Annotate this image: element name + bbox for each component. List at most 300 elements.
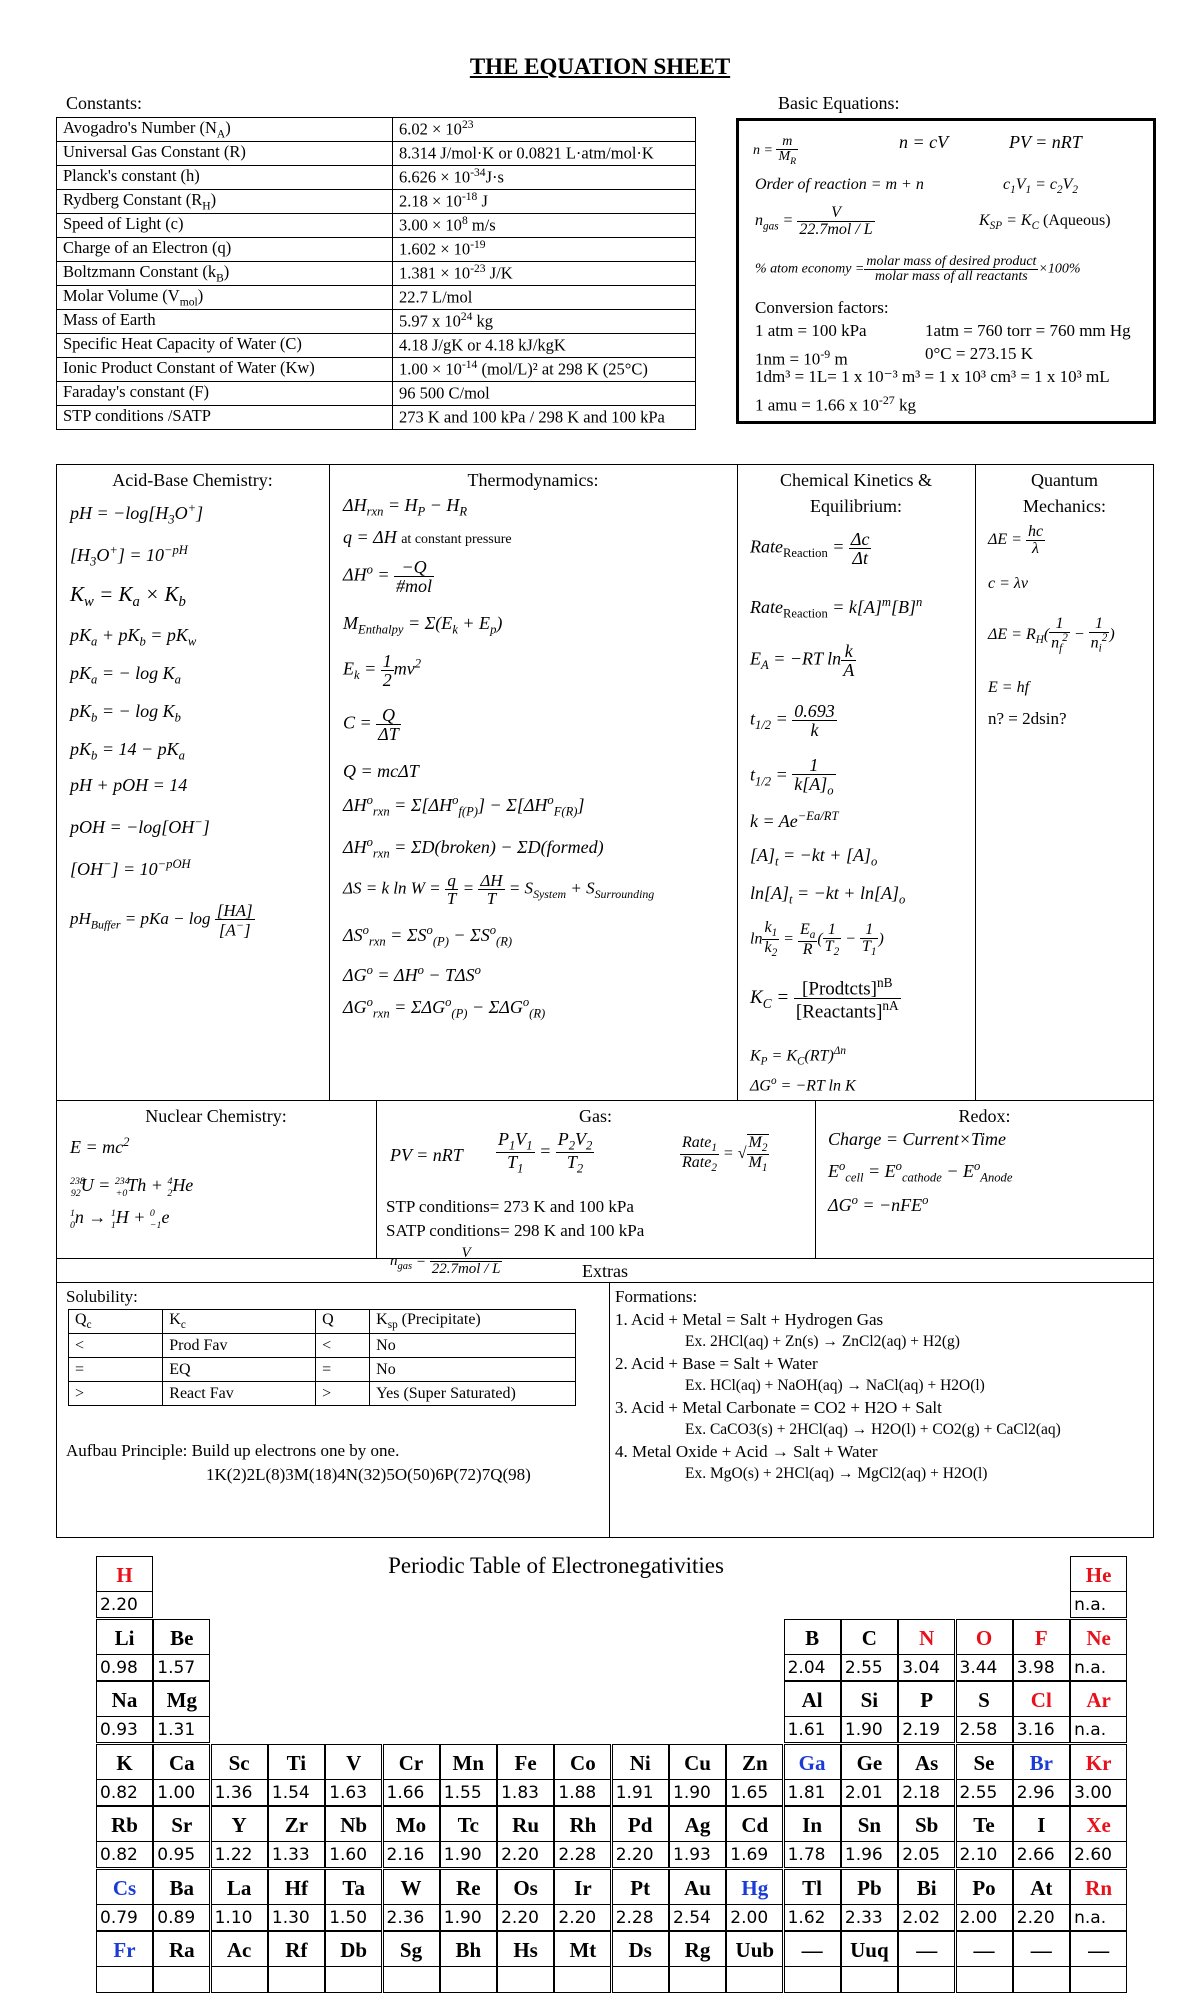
element-symbol: Sg [399, 1938, 423, 1962]
constant-row [57, 286, 696, 310]
element-symbol: Pb [857, 1875, 882, 1900]
pka-equation: $pK_a$ = − $\log K_a$ [70, 663, 181, 687]
element-cell [268, 1806, 325, 1868]
element-cell [211, 1744, 268, 1806]
element-symbol: Ac [226, 1938, 252, 1962]
element-cell [1013, 1931, 1070, 1993]
element-electronegativity: 1.30 [269, 1904, 324, 1932]
n-gas-equation: $n_{gas}$ = $\frac{V}{\text{22.7mol / L}}$ [755, 204, 873, 238]
basic-equations-box [736, 118, 1156, 424]
element-symbol: Fe [514, 1750, 537, 1775]
element-electronegativity: 2.54 [670, 1904, 725, 1932]
element-electronegativity: 2.16 [384, 1841, 439, 1869]
ph-poh-equation: pH + pOH = 14 [70, 775, 188, 795]
element-cell [96, 1556, 153, 1618]
conversion-atm: 1 atm = 100 kPa [755, 321, 867, 340]
element-symbol: B [805, 1625, 820, 1650]
element-electronegativity [441, 1966, 496, 1994]
element-cell [669, 1931, 726, 1993]
element-electronegativity: 2.20 [498, 1904, 553, 1932]
element-cell [726, 1931, 783, 1993]
conversion-nm: $1nm = 10^{-9}$ m [755, 347, 848, 369]
aufbau-sequence: 1K(2)2L(8)3M(18)4N(32)5O(50)6P(72)7Q(98) [206, 1465, 531, 1484]
element-cell [440, 1744, 497, 1806]
element-symbol: Rn [1085, 1875, 1113, 1900]
dh-mol-equation: $\Delta H^o$ = $\frac{-Q}{\text{\#mol}}$ [343, 557, 433, 596]
element-electronegativity: 3.44 [957, 1654, 1012, 1682]
periodic-table [56, 1548, 1154, 1976]
aufbau-principle: Aufbau Principle: Build up electrons one by one. [66, 1441, 400, 1460]
enthalpy-sum-equation: $M_{Enthalpy} = \Sigma(E_k + E_p)$ [343, 613, 503, 637]
cell-potential-equation: $E^o_{cell} = E^o_{cathode} - E^o_{Anode}$ [828, 1159, 1013, 1185]
element-symbol: Xe [1086, 1813, 1111, 1837]
kinetic-energy-equation: $E_k$ = $\frac{1}{2}$ $mv^2$ [343, 651, 422, 690]
formation-example: Ex. CaCO3(s) + 2HCl(aq) → H2O(l) + CO2(g) + CaCl2(aq) [685, 1421, 1061, 1438]
element-cell [956, 1806, 1013, 1868]
element-electronegativity: 1.61 [785, 1716, 840, 1744]
element-electronegativity [727, 1966, 782, 1994]
element-electronegativity: 3.04 [899, 1654, 954, 1682]
element-cell [1070, 1869, 1127, 1931]
element-electronegativity: 2.18 [899, 1779, 954, 1807]
half-life-second-order: $t_{1/2}$ = $\frac{1}{k[A]_o}$ [750, 755, 834, 798]
element-cell [726, 1806, 783, 1868]
element-symbol: Cr [398, 1750, 424, 1775]
element-symbol: N [919, 1625, 935, 1650]
element-symbol: Be [170, 1625, 194, 1650]
element-cell [841, 1931, 898, 1993]
element-symbol: Os [513, 1875, 538, 1900]
element-symbol: Kr [1085, 1750, 1112, 1775]
solubility-cell: No [370, 1334, 576, 1358]
constant-name: Specific Heat Capacity of Water (C) [57, 334, 393, 358]
constants-table [56, 117, 696, 430]
dilution-equation: $c_1V_1 = c_2V_2$ [1003, 176, 1078, 197]
element-symbol: Ar [1086, 1688, 1111, 1712]
element-electronegativity: 1.91 [613, 1779, 668, 1807]
element-cell [784, 1681, 841, 1743]
element-symbol: Re [456, 1875, 481, 1900]
element-electronegativity: 2.20 [1014, 1904, 1069, 1932]
kc-equation: $K_C$ = $\frac{[Prodtcts]^{nB}}{[Reactants]^{nA}}$ [750, 975, 899, 1023]
element-cell [383, 1931, 440, 1993]
formations-label: Formations: [615, 1287, 698, 1306]
element-electronegativity [1014, 1966, 1069, 1994]
element-electronegativity: 2.28 [613, 1904, 668, 1932]
element-cell [841, 1619, 898, 1681]
extras-header: Extras [582, 1261, 628, 1281]
element-electronegativity [670, 1966, 725, 1994]
element-cell [325, 1931, 382, 1993]
solubility-cell: < [316, 1334, 370, 1358]
constant-value: $6.02 \times 10^{23}$ [393, 118, 696, 142]
constant-name: STP conditions /SATP [57, 406, 393, 430]
element-electronegativity: 0.95 [154, 1841, 209, 1869]
constant-name: Ionic Product Constant of Water (Kw) [57, 358, 393, 382]
element-electronegativity: 1.69 [727, 1841, 782, 1869]
gas-moles-equation: $n_{gas}$ = $\frac{V}{\text{22.7mol / L}}$ [390, 1245, 501, 1277]
element-cell [554, 1744, 611, 1806]
element-symbol: Sc [228, 1750, 250, 1775]
element-symbol: Ni [629, 1750, 651, 1775]
element-cell [497, 1806, 554, 1868]
element-electronegativity: 2.10 [957, 1841, 1012, 1869]
element-cell [153, 1806, 210, 1868]
formation-example: Ex. MgO(s) + 2HCl(aq) → MgCl2(aq) + H2O(l) [685, 1465, 988, 1482]
thermo-header: Thermodynamics: [467, 470, 599, 490]
constant-row [57, 334, 696, 358]
element-symbol: Na [111, 1688, 138, 1712]
order-of-reaction: Order of reaction = m + n [755, 176, 924, 193]
element-symbol: Cd [741, 1813, 769, 1837]
constant-value: 22.7 L/mol [393, 286, 696, 310]
element-symbol: Se [973, 1750, 995, 1775]
element-electronegativity [785, 1966, 840, 1994]
element-cell [956, 1744, 1013, 1806]
element-electronegativity: 3.98 [1014, 1654, 1069, 1682]
element-cell [1070, 1744, 1127, 1806]
n-mass-equation: n = $\frac{m}{M_R}$ [753, 134, 797, 167]
element-symbol: Tl [802, 1875, 823, 1900]
element-cell [669, 1869, 726, 1931]
element-cell [554, 1806, 611, 1868]
solubility-header-cell: Q [316, 1310, 370, 1334]
solubility-row [69, 1358, 576, 1382]
zero-order-equation: $[A]_t = -kt + [A]_o$ [750, 845, 878, 869]
element-cell [153, 1931, 210, 1993]
alpha-decay-equation: $^{238}_{92}$U = $^{234}_{+0}$Th + $^4_2$He [70, 1175, 194, 1199]
element-electronegativity: 1.36 [212, 1779, 267, 1807]
page-title: THE EQUATION SHEET [469, 54, 731, 79]
periodic-table-title: Periodic Table of Electronegativities [388, 1553, 724, 1578]
element-symbol: C [861, 1625, 877, 1650]
element-symbol: Cu [684, 1750, 711, 1775]
element-electronegativity [154, 1966, 209, 1994]
element-cell [784, 1619, 841, 1681]
element-electronegativity: 2.60 [1071, 1841, 1126, 1869]
element-cell [1070, 1556, 1127, 1618]
gibbs-nfe-equation: $\Delta G^o = -nFE^o$ [828, 1193, 929, 1215]
element-symbol: Ti [286, 1750, 307, 1775]
element-symbol: Ba [169, 1875, 195, 1900]
element-symbol: Sb [915, 1813, 939, 1837]
element-electronegativity: n.a. [1071, 1654, 1126, 1682]
element-cell [268, 1744, 325, 1806]
solubility-label: Solubility: [66, 1287, 138, 1306]
element-symbol: — [1030, 1938, 1052, 1962]
element-cell [554, 1931, 611, 1993]
element-symbol: V [346, 1750, 362, 1775]
element-symbol: Ne [1086, 1625, 1111, 1650]
element-symbol: As [915, 1750, 939, 1775]
element-symbol: Au [684, 1875, 711, 1900]
element-symbol: In [802, 1813, 823, 1837]
element-symbol: — [1088, 1938, 1110, 1962]
combined-gas-equation: $\frac{P_1V_1}{T_1}$ = $\frac{P_2V_2}{T_2}$ [498, 1129, 593, 1176]
constant-value: $1.381 \times 10^{-23}$ J/K [393, 262, 696, 286]
element-cell [841, 1869, 898, 1931]
element-electronegativity: 2.96 [1014, 1779, 1069, 1807]
element-electronegativity [555, 1966, 610, 1994]
element-symbol: Rg [684, 1938, 711, 1962]
h3o-equation: $[H_3O^+] = 10^{-pH}$ [70, 543, 188, 569]
solubility-cell: = [316, 1358, 370, 1382]
solubility-cell: < [69, 1334, 163, 1358]
element-electronegativity: 1.90 [441, 1904, 496, 1932]
element-symbol: Uub [735, 1938, 775, 1962]
element-cell [497, 1931, 554, 1993]
solubility-row [69, 1334, 576, 1358]
constant-row [57, 118, 696, 142]
solubility-cell: Prod Fav [163, 1334, 316, 1358]
element-symbol: Li [114, 1625, 135, 1650]
element-symbol: Br [1029, 1750, 1053, 1775]
element-electronegativity: 1.65 [727, 1779, 782, 1807]
constant-name: Rydberg Constant $(R_H)$ [57, 190, 393, 214]
gibbs-equation: $\Delta G^o = \Delta H^o - T\Delta S^o$ [343, 963, 481, 985]
formation-rule: 2. Acid + Base = Salt + Water [615, 1354, 818, 1373]
element-symbol: Fr [113, 1938, 136, 1962]
element-electronegativity: 2.20 [498, 1841, 553, 1869]
solubility-header-row [69, 1310, 576, 1334]
element-cell [612, 1744, 669, 1806]
constant-row [57, 382, 696, 406]
element-cell [669, 1744, 726, 1806]
ph-equation: pH = $-\log[H_3O^+]$ [70, 501, 204, 527]
element-cell [612, 1869, 669, 1931]
rate-equation: Rate$_{Reaction}$ = $\frac{\Delta c}{\Delta t}$ [750, 529, 870, 568]
element-symbol: F [1034, 1625, 1048, 1650]
element-electronegativity: 2.19 [899, 1716, 954, 1744]
element-cell [726, 1744, 783, 1806]
gas-header: Gas: [579, 1106, 612, 1126]
solubility-cell: = [69, 1358, 163, 1382]
element-cell [440, 1869, 497, 1931]
formation-rule: 4. Metal Oxide + Acid → Salt + Water [615, 1442, 878, 1461]
element-electronegativity: 1.57 [154, 1654, 209, 1682]
element-symbol: Cs [112, 1875, 137, 1900]
kinetics-header-line1: Chemical Kinetics & [780, 470, 932, 490]
element-cell [497, 1744, 554, 1806]
element-symbol: — [973, 1938, 995, 1962]
neutron-decay-equation: $^1_0$n → $^1_1$H + $^0_{-1}$e [69, 1207, 170, 1231]
element-cell [440, 1931, 497, 1993]
constant-name: Faraday's constant (F) [57, 382, 393, 406]
solubility-cell: Yes (Super Saturated) [370, 1382, 576, 1406]
element-symbol: Mg [166, 1688, 197, 1712]
element-symbol: Ga [798, 1750, 826, 1775]
n-cv-equation: n = cV [899, 132, 949, 152]
element-symbol: Uuq [850, 1938, 889, 1962]
element-electronegativity: 2.00 [727, 1904, 782, 1932]
element-electronegativity: 1.60 [326, 1841, 381, 1869]
element-cell [898, 1931, 955, 1993]
element-cell [1013, 1681, 1070, 1743]
element-cell [784, 1869, 841, 1931]
element-cell [784, 1744, 841, 1806]
element-symbol: K [116, 1750, 133, 1775]
element-electronegativity: 1.93 [670, 1841, 725, 1869]
kp-equation: $K_P = K_C(RT)^{\Delta n}$ [750, 1045, 846, 1068]
element-cell [325, 1744, 382, 1806]
constant-name: Boltzmann Constant $(k_B)$ [57, 262, 393, 286]
element-symbol: Mo [395, 1813, 427, 1837]
element-electronegativity: 2.28 [555, 1841, 610, 1869]
element-cell [211, 1806, 268, 1868]
element-cell [784, 1806, 841, 1868]
element-cell [96, 1619, 153, 1681]
formation-rule: 3. Acid + Metal Carbonate = CO2 + H2O + Salt [615, 1398, 942, 1417]
element-electronegativity: 2.00 [957, 1904, 1012, 1932]
solubility-cell: EQ [163, 1358, 316, 1382]
constant-value: $3.00 \times 10^8$ m/s [393, 214, 696, 238]
pkb-equation: $pK_b$ = − $\log K_b$ [70, 701, 181, 725]
solubility-header-cell: $Q_c$ [69, 1310, 163, 1334]
constant-row [57, 310, 696, 334]
pkb-14-equation: $pK_b = 14 - pK_a$ [70, 739, 185, 763]
element-cell [841, 1744, 898, 1806]
poh-equation: pOH = −log[OH−] [70, 815, 210, 837]
element-cell [211, 1931, 268, 1993]
element-electronegativity: 2.20 [555, 1904, 610, 1932]
element-symbol: La [226, 1875, 252, 1900]
element-cell [898, 1681, 955, 1743]
element-cell [153, 1869, 210, 1931]
element-symbol: Ta [342, 1875, 365, 1900]
element-electronegativity: 1.33 [269, 1841, 324, 1869]
entropy-reaction-equation: $\Delta S^o_{rxn} = \Sigma S^o_{(P)} - \Sigma S^o_{(R)}$ [343, 923, 513, 949]
element-symbol: Mn [452, 1750, 485, 1775]
element-electronegativity [269, 1966, 324, 1994]
element-electronegativity: 1.78 [785, 1841, 840, 1869]
redox-header: Redox: [958, 1106, 1011, 1126]
element-cell [153, 1681, 210, 1743]
element-electronegativity: 1.22 [212, 1841, 267, 1869]
element-symbol: — [916, 1938, 938, 1962]
photon-energy-wavelength: ΔE = $\frac{hc}{\lambda}$ [988, 523, 1044, 557]
buffer-equation: $pH_{Buffer}$ = pKa − log $\frac{[HA]}{[A^-]}$ [70, 901, 253, 940]
element-symbol: Ra [168, 1938, 195, 1962]
planck-equation: E = hf [988, 679, 1030, 696]
element-electronegativity [384, 1966, 439, 1994]
element-symbol: Ca [168, 1750, 195, 1775]
element-electronegativity: 1.90 [441, 1841, 496, 1869]
rate-law-equation: Rate$_{Reaction}$ = $k[A]^m[B]^n$ [750, 595, 923, 621]
ksp-equation: $K_{SP} = K_C$ (Aqueous) [979, 212, 1111, 233]
constant-row [57, 262, 696, 286]
element-symbol: Ru [512, 1813, 540, 1837]
element-symbol: Rf [285, 1938, 308, 1962]
element-cell [841, 1806, 898, 1868]
solubility-cell: > [69, 1382, 163, 1406]
constant-name: Charge of an Electron (q) [57, 238, 393, 262]
element-electronegativity: 1.54 [269, 1779, 324, 1807]
element-cell [153, 1744, 210, 1806]
element-cell [612, 1806, 669, 1868]
constant-name: Universal Gas Constant (R) [57, 142, 393, 166]
element-symbol: Bh [455, 1938, 482, 1962]
two-point-arrhenius: ln $\frac{k_1}{k_2}$ = $\frac{E_a}{R}$ ( $\frac{1}{T_2}$ − $\frac{1}{T_1}$ ) [750, 919, 884, 960]
constant-row [57, 358, 696, 382]
constant-value: $1.00 \times 10^{-14}$ (mol/L)² at 298 K (25°C) [393, 358, 696, 382]
element-cell [1070, 1619, 1127, 1681]
kinetics-header-line2: Equilibrium: [810, 496, 902, 516]
rydberg-equation: $\Delta E = R_H$( $\frac{1}{n_f^2}$ − $\frac{1}{n_i^2}$ ) [988, 615, 1115, 655]
graham-law-equation: $\frac{Rate_1}{Rate_2}$ = √ $\frac{M_2}{M_1}$ [682, 1133, 768, 1175]
solubility-cell: No [370, 1358, 576, 1382]
element-electronegativity: 1.81 [785, 1779, 840, 1807]
element-cell [268, 1931, 325, 1993]
quantum-header-line1: Quantum [1031, 470, 1098, 490]
element-electronegativity: 3.16 [1014, 1716, 1069, 1744]
nuclear-header: Nuclear Chemistry: [145, 1106, 287, 1126]
element-cell [96, 1681, 153, 1743]
element-symbol: Hf [284, 1875, 309, 1900]
element-electronegativity: 2.55 [957, 1779, 1012, 1807]
element-cell [96, 1744, 153, 1806]
element-electronegativity: 1.83 [498, 1779, 553, 1807]
element-electronegativity: 1.90 [842, 1716, 897, 1744]
constant-value: 4.18 J/gK or 4.18 kJ/kgK [393, 334, 696, 358]
element-cell [612, 1931, 669, 1993]
constant-row [57, 142, 696, 166]
element-cell [841, 1681, 898, 1743]
solubility-cell: React Fav [163, 1382, 316, 1406]
conversion-volume: 1dm³ = 1L= 1 x 10⁻³ m³ = 1 x 10³ cm³ = 1 x 10³ mL [755, 367, 1110, 386]
element-symbol: Zr [284, 1813, 309, 1837]
satp-conditions: SATP conditions= 298 K and 100 kPa [386, 1221, 645, 1240]
element-symbol: Po [972, 1875, 996, 1900]
charge-equation: Charge = Current×Time [828, 1129, 1006, 1149]
element-cell [898, 1619, 955, 1681]
quantum-header-line2: Mechanics: [1023, 496, 1106, 516]
element-electronegativity [613, 1966, 668, 1994]
element-symbol: He [1085, 1563, 1112, 1587]
element-symbol: Ds [628, 1938, 652, 1962]
element-cell [1013, 1869, 1070, 1931]
element-cell [96, 1806, 153, 1868]
stp-conditions: STP conditions= 273 K and 100 kPa [386, 1197, 634, 1216]
element-electronegativity: 2.55 [842, 1654, 897, 1682]
element-symbol: Nb [340, 1813, 368, 1837]
bond-energy-equation: $\Delta H^o_{rxn}$ = ΣD(broken) − ΣD(formed) [343, 835, 604, 861]
q-dh-equation: q = ΔH at constant pressure [343, 527, 512, 547]
element-symbol: Pt [630, 1875, 651, 1900]
element-symbol: — [801, 1938, 823, 1962]
element-electronegativity: 1.66 [384, 1779, 439, 1807]
element-cell [440, 1806, 497, 1868]
element-electronegativity: 1.10 [212, 1904, 267, 1932]
element-cell [1013, 1619, 1070, 1681]
element-electronegativity: 0.93 [97, 1716, 152, 1744]
element-electronegativity: 2.66 [1014, 1841, 1069, 1869]
q-mct-equation: Q = mcΔT [343, 761, 419, 781]
element-symbol: At [1030, 1875, 1053, 1900]
element-symbol: I [1037, 1813, 1046, 1837]
activation-energy-equation: $E_A = -RT$ ln $\frac{k}{A}$ [750, 641, 855, 680]
constant-row [57, 190, 696, 214]
element-cell [956, 1931, 1013, 1993]
element-electronegativity: 2.04 [785, 1654, 840, 1682]
constants-label: Constants: [66, 93, 143, 113]
element-cell [383, 1744, 440, 1806]
hess-formation-equation: $\Delta H^o_{rxn} = \Sigma[\Delta H^o_{f(P)}] - \Sigma[\Delta H^o_{F(R)}]$ [343, 793, 585, 819]
solubility-row [69, 1382, 576, 1406]
element-symbol: Ge [856, 1750, 883, 1775]
element-electronegativity [97, 1966, 152, 1994]
element-cell [1070, 1931, 1127, 1993]
bragg-equation: n? = 2dsin? [988, 709, 1067, 728]
